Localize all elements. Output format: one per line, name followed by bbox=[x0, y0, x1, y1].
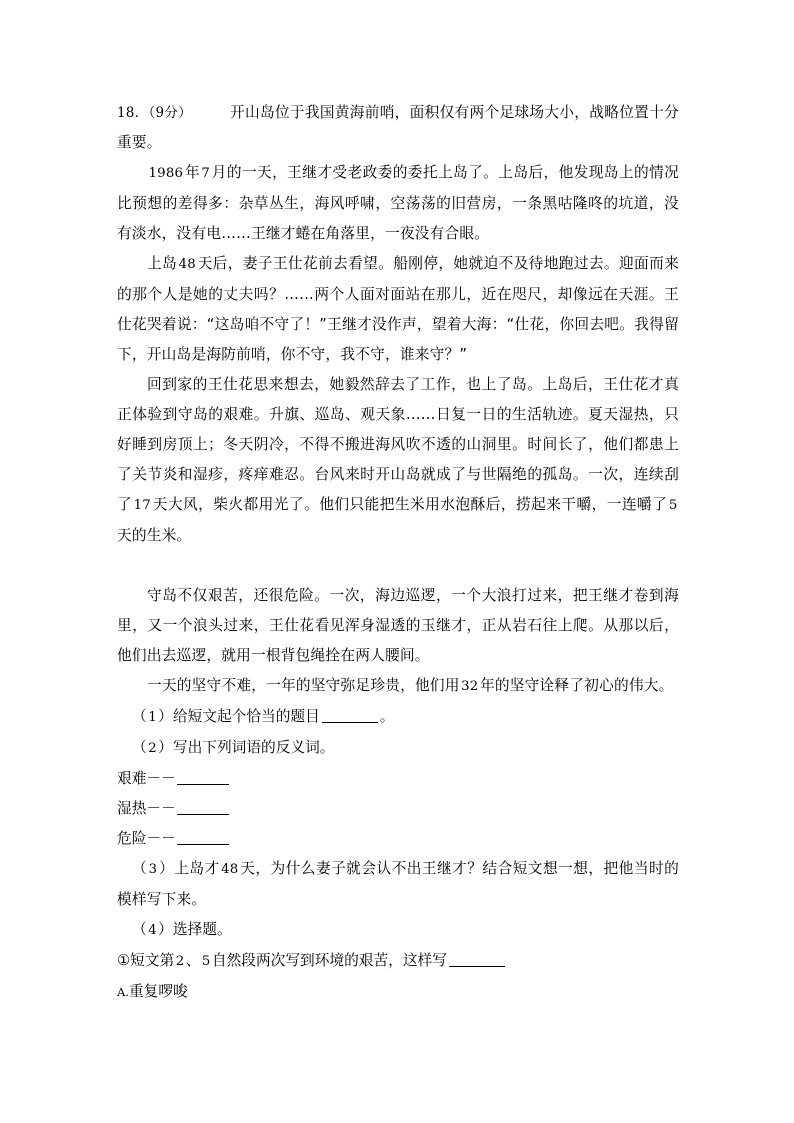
antonym-dash: －－ bbox=[146, 830, 176, 847]
question-2-label: （ 2 ） bbox=[132, 739, 173, 756]
question-1-text: 给短文起个恰当的题目 bbox=[172, 708, 320, 725]
sub-question-marker: ① bbox=[117, 952, 131, 969]
question-3-label: （ 3 ） bbox=[132, 860, 175, 877]
exercise-body bbox=[117, 98, 679, 1007]
sub-question-1 bbox=[117, 946, 679, 977]
antonym-word: 危险 bbox=[117, 830, 147, 847]
antonym-dash: －－ bbox=[146, 800, 176, 817]
passage-paragraph-1: 开山岛位于我国黄海前哨，面积仅有两个足球场大小，战略位置十分重要。 bbox=[117, 104, 679, 151]
antonym-word: 艰难 bbox=[117, 770, 147, 787]
question-1 bbox=[117, 702, 679, 733]
question-points: （9分） bbox=[148, 105, 192, 121]
question-4-label: （ 4 ） bbox=[132, 921, 173, 938]
passage-paragraph-3-block bbox=[117, 249, 679, 370]
option-a-text: 重复啰唆 bbox=[128, 983, 188, 1000]
antonym-item bbox=[117, 824, 679, 854]
question-2-text: 写出下列词语的反义词。 bbox=[172, 739, 335, 756]
antonym-dash: －－ bbox=[146, 770, 176, 787]
sub-question-answer-blank[interactable] bbox=[449, 953, 505, 967]
passage-paragraph-4: 回到家的王仕花思来想去，她毅然辞去了工作，也上了岛。上岛后，王仕花才真正体验到守岛的艰难。升旗、巡岛、观天象……日复一日的生活轨迹。夏天湿热，只好睡到房顶上；冬天阴冷，不得不搬进海风吹不透的山洞里。时间长了，他们都患上了关节炎和湿疹，疼痒难忍。台风来时开山岛就成了与世隔绝的孤岛。一次，连续刮了 17 天大风，柴火都用光了。他们只能把生米用水泡酥后，捞起来干嚼，一连嚼了 5天的生米。 bbox=[117, 376, 679, 544]
question-3-text: 上岛才 48 天，为什么妻子就会认不出王继才？结合短文想一想，把他当时的模样写下来。 bbox=[117, 860, 679, 908]
antonym-word: 湿热 bbox=[117, 800, 147, 817]
passage-paragraph-5-block bbox=[117, 581, 679, 671]
passage-paragraph-6: 一天的坚守不难，一年的坚守弥足珍贵，他们用 32 年的坚守诠释了初心的伟大。 bbox=[147, 677, 674, 694]
antonym-item bbox=[117, 764, 679, 794]
passage-paragraph-6-block bbox=[117, 671, 679, 702]
question-1-answer-blank[interactable] bbox=[322, 709, 378, 723]
antonym-answer-blank[interactable] bbox=[177, 801, 229, 815]
passage-paragraph-2: 1986 年 7 月的一天，王继才受老政委的委托上岛了。上岛后，他发现岛上的情况比预想的差得多：杂草丛生，海风呼啸，空荡荡的旧营房，一条黑咕隆咚的坑道，没有淡水，没有电……王继才蜷在角落里，一夜没有合眼。 bbox=[117, 164, 680, 242]
question-1-label: （ 1 ） bbox=[132, 708, 173, 725]
question-2 bbox=[117, 733, 679, 764]
question-4-text: 选择题。 bbox=[172, 921, 232, 938]
question-3 bbox=[117, 854, 679, 915]
passage-paragraph-3: 上岛 48 天后，妻子王仕花前去看望。船刚停，她就迫不及待地跑过去。迎面而来的那个人是她的丈夫吗？……两个人面对面站在那儿，近在咫尺，却像远在天涯。王仕花哭着说：“这岛咱不守了！”王继才没作声，望着大海：“仕花，你回去吧。我得留下，开山岛是海防前哨，你不守，我不守，谁来守？” bbox=[117, 255, 680, 363]
passage-paragraph-4-block bbox=[117, 370, 679, 551]
question-4 bbox=[117, 915, 679, 946]
passage-paragraph-2-block bbox=[117, 158, 679, 249]
option-a-letter: A. bbox=[117, 985, 129, 999]
paragraph-gap bbox=[117, 551, 679, 581]
antonym-item bbox=[117, 794, 679, 824]
antonym-answer-blank[interactable] bbox=[177, 831, 229, 845]
question-stem bbox=[117, 98, 679, 158]
antonym-answer-blank[interactable] bbox=[177, 771, 229, 785]
option-a[interactable] bbox=[117, 977, 679, 1007]
question-1-period: 。 bbox=[379, 708, 395, 725]
question-number: 18． bbox=[117, 105, 149, 121]
sub-question-text: 短文第 2 、 5 自然段两次写到环境的艰苦，这样写 bbox=[130, 952, 447, 969]
passage-paragraph-5: 守岛不仅艰苦，还很危险。一次，海边巡逻，一个大浪打过来，把王继才卷到海里，又一个浪头过来，王仕花看见浑身湿透的玉继才，正从岩石往上爬。从那以后，他们出去巡逻，就用一根背包绳拴在两人腰间。 bbox=[117, 587, 679, 664]
